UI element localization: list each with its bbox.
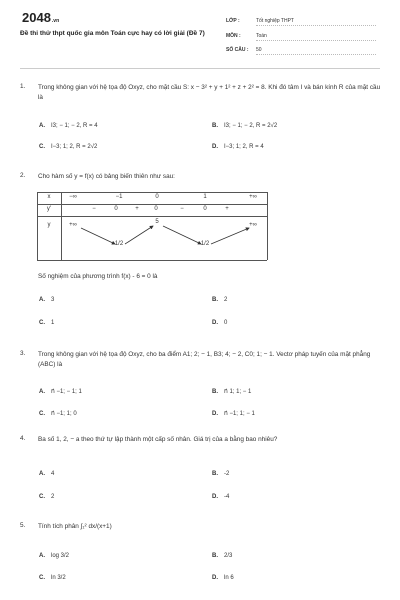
question-text: Tính tích phân ∫₁² dx/(x+1) xyxy=(38,523,112,530)
table-derivative-label: y' xyxy=(46,206,52,212)
table-x-value: 1 xyxy=(203,194,207,200)
table-sign: 0 xyxy=(154,206,158,212)
table-sign: − xyxy=(92,206,96,212)
question-number: 2. xyxy=(20,172,26,179)
question-number: 5. xyxy=(20,522,26,529)
table-y-value: 5 xyxy=(155,219,159,225)
question-number: 4. xyxy=(20,435,26,442)
table-sign: 0 xyxy=(203,206,207,212)
q5-option-b[interactable]: B. 2/3 xyxy=(212,553,233,559)
table-y-value: +∞ xyxy=(249,222,257,228)
table-sign: 0 xyxy=(114,206,118,212)
table-sign: − xyxy=(180,206,184,212)
q5-option-c[interactable]: C. ln 3/2 xyxy=(39,575,66,581)
q3-option-b[interactable]: B. n⃗ 1; 1; − 1 xyxy=(212,389,252,395)
table-x-value: 0 xyxy=(155,194,159,200)
q4-option-b[interactable]: B. -2 xyxy=(212,471,230,477)
question-text: Ba số 1, 2, − a theo thứ tự lập thành một cấp số nhân. Giá trị của a bằng bao nhiêu? xyxy=(38,436,278,443)
q1-option-c[interactable]: C. I−3; 1; 2, R = 2√2 xyxy=(39,144,98,150)
q4-option-c[interactable]: C. 2 xyxy=(39,494,55,500)
q2-option-b[interactable]: B. 2 xyxy=(212,297,228,303)
table-x-label: x xyxy=(47,194,51,200)
q5-option-a[interactable]: A. log 3/2 xyxy=(39,553,70,559)
table-x-value: −∞ xyxy=(69,194,77,200)
table-x-value: −1 xyxy=(115,194,123,200)
q1-option-b[interactable]: B. I3; − 1; − 2, R = 2√2 xyxy=(212,123,278,129)
table-y-value: 1/2 xyxy=(200,241,210,247)
header-divider xyxy=(20,68,380,69)
question-text: Cho hàm số y = f(x) có bảng biến thiên như sau: xyxy=(38,173,175,180)
q2-option-c[interactable]: C. 1 xyxy=(39,320,55,326)
question-text: Trong không gian với hệ tọa độ Oxyz, cho ba điểm A1; 2; − 1, B3; 4; − 2, C0; 1; − 1. Vectơ pháp tuyến của mặt phẳng (ABC) là xyxy=(38,351,371,368)
table-sign: + xyxy=(225,206,229,212)
q1-option-d[interactable]: D. I−3; 1; 2, R = 4 xyxy=(212,144,264,150)
variation-table xyxy=(37,192,267,260)
q1-option-a[interactable]: A. I3; − 1; − 2, R = 4 xyxy=(39,123,98,129)
exam-header: 2048.vn Đề thi thử thpt quốc gia môn Toán cực hay có lời giải (Đề 7) LỚP : Tốt nghiệp THPT MÔN : Toán SỐ CÂU : 50 xyxy=(0,0,400,64)
q2-option-d[interactable]: D. 0 xyxy=(212,320,228,326)
question-number: 3. xyxy=(20,350,26,357)
q2-option-a[interactable]: A. 3 xyxy=(39,297,55,303)
table-y-value: 1/2 xyxy=(114,241,124,247)
table-function-label: y xyxy=(47,222,51,228)
q4-option-d[interactable]: D. -4 xyxy=(212,494,230,500)
q5-option-d[interactable]: D. ln 6 xyxy=(212,575,234,581)
question-text: Trong không gian với hệ tọa độ Oxyz, cho mặt cầu S: x − 3² + y + 1² + z + 2² = 8. Khi đó tâm I và bán kính R của mặt cầu là xyxy=(38,84,381,101)
table-y-value: +∞ xyxy=(69,222,77,228)
site-logo[interactable]: 2048.vn xyxy=(22,10,60,25)
table-arrows xyxy=(37,192,267,260)
question-number: 1. xyxy=(20,83,26,90)
q3-option-d[interactable]: D. n⃗ −1; 1; − 1 xyxy=(212,411,255,417)
q4-option-a[interactable]: A. 4 xyxy=(39,471,55,477)
table-x-value: +∞ xyxy=(249,194,257,200)
table-sign: + xyxy=(135,206,139,212)
q3-option-a[interactable]: A. n⃗ −1; − 1; 1 xyxy=(39,389,82,395)
q3-option-c[interactable]: C. n⃗ −1; 1; 0 xyxy=(39,411,77,417)
exam-title: Đề thi thử thpt quốc gia môn Toán cực hay có lời giải (Đề 7) xyxy=(20,30,205,37)
